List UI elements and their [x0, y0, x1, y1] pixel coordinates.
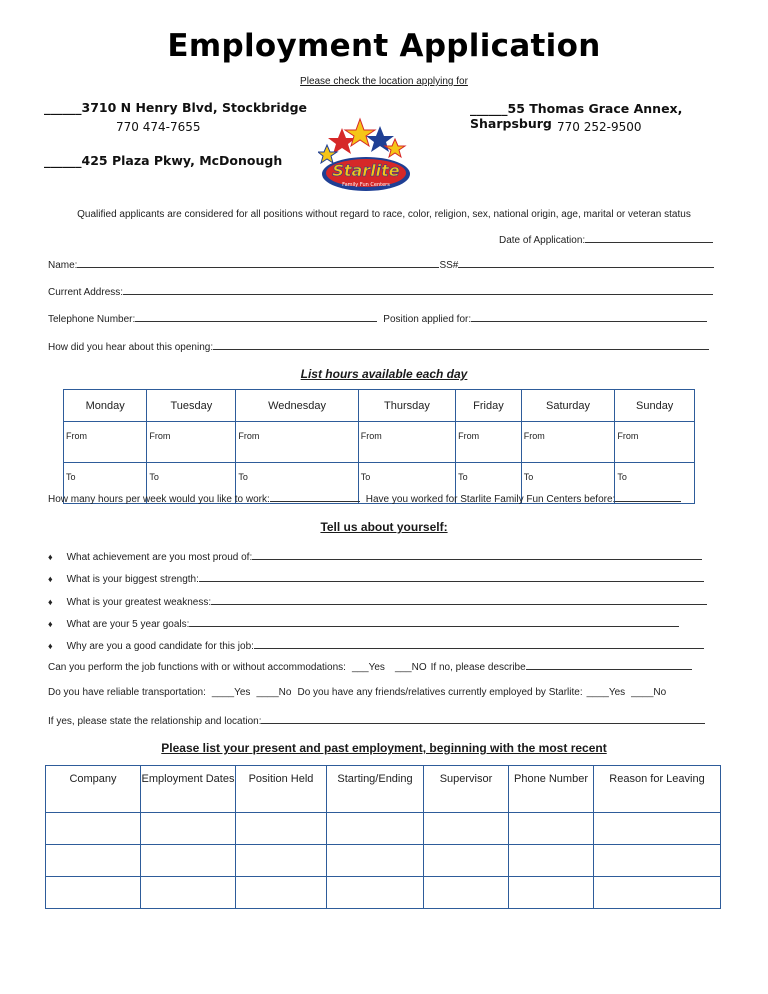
telephone-label: Telephone Number:: [48, 314, 136, 325]
table-cell[interactable]: [46, 845, 141, 877]
employment-header-row: [46, 766, 721, 813]
day-thursday: Thursday: [358, 390, 455, 422]
ssn-label: SS#: [439, 260, 459, 271]
telephone-field[interactable]: [48, 312, 707, 325]
transport-yes[interactable]: ____Yes: [211, 687, 251, 698]
employment-table: [45, 765, 721, 909]
logo-tagline: Family Fun Centers: [342, 182, 390, 188]
accommodations-describe-label: If no, please describe: [430, 662, 526, 673]
column-header-company: Company: [46, 766, 141, 813]
relationship-label: If yes, please state the relationship and location:: [48, 716, 262, 727]
date-field[interactable]: [499, 233, 713, 246]
table-cell[interactable]: [327, 877, 424, 909]
from-cell[interactable]: From: [521, 422, 615, 463]
question-row[interactable]: [48, 617, 679, 630]
diamond-bullet-icon: ♦: [48, 619, 53, 629]
location-stockbridge[interactable]: [44, 100, 307, 115]
question-label: What is your biggest strength:: [66, 574, 199, 585]
question-row[interactable]: [48, 595, 707, 608]
friends-yes[interactable]: ____Yes: [586, 687, 626, 698]
hours-per-week-label: How many hours per week would you like to work:: [48, 494, 270, 505]
worked-before-label: Have you worked for Starlite Family Fun Centers before:: [365, 494, 616, 505]
to-cell[interactable]: To: [147, 463, 236, 504]
day-monday: Monday: [64, 390, 147, 422]
hear-field[interactable]: [48, 340, 709, 353]
to-cell[interactable]: To: [456, 463, 522, 504]
location-blank: ______: [44, 100, 82, 115]
relationship-field[interactable]: [48, 714, 705, 727]
location-name: 3710 N Henry Blvd, Stockbridge: [81, 100, 308, 115]
table-cell[interactable]: [594, 813, 721, 845]
position-label: Position applied for:: [383, 314, 472, 325]
question-label: What are your 5 year goals:: [66, 619, 190, 630]
to-cell[interactable]: To: [521, 463, 615, 504]
eeo-disclaimer: Qualified applicants are considered for all positions without regard to race, color, religion, sex, national origin, age, marital or veteran status: [77, 209, 691, 220]
transport-row[interactable]: [48, 687, 666, 698]
name-field[interactable]: [48, 258, 714, 271]
worked-before-input[interactable]: [615, 492, 681, 502]
hours-from-row: [64, 422, 695, 463]
day-saturday: Saturday: [521, 390, 615, 422]
table-cell[interactable]: [424, 813, 509, 845]
table-cell[interactable]: [594, 845, 721, 877]
day-sunday: Sunday: [615, 390, 695, 422]
question-input[interactable]: [252, 550, 702, 560]
diamond-bullet-icon: ♦: [48, 597, 53, 607]
hours-per-week-input[interactable]: [270, 492, 360, 502]
friends-label: Do you have any friends/relatives currently employed by Starlite:: [297, 687, 583, 698]
question-label: Why are you a good candidate for this job:: [66, 641, 254, 652]
from-cell[interactable]: From: [236, 422, 358, 463]
day-tuesday: Tuesday: [147, 390, 236, 422]
table-cell[interactable]: [141, 813, 236, 845]
from-cell[interactable]: From: [147, 422, 236, 463]
name-label: Name:: [48, 260, 78, 271]
location-blank: ______: [470, 101, 508, 116]
table-cell[interactable]: [594, 877, 721, 909]
hear-label: How did you hear about this opening:: [48, 342, 214, 353]
accommodations-row[interactable]: [48, 660, 692, 673]
location-prompt: Please check the location applying for: [300, 76, 468, 87]
from-cell[interactable]: From: [64, 422, 147, 463]
table-cell[interactable]: [509, 877, 594, 909]
location-name: 425 Plaza Pkwy, McDonough: [81, 153, 283, 168]
location-phone: 770 474-7655: [116, 120, 201, 134]
question-label: What is your greatest weakness:: [66, 597, 212, 608]
location-name: 55 Thomas Grace Annex, Sharpsburg: [470, 101, 683, 131]
accommodations-no[interactable]: ___NO: [394, 662, 427, 673]
date-input[interactable]: [585, 233, 713, 243]
hours-section-title: List hours available each day: [300, 367, 468, 381]
address-input[interactable]: [123, 285, 713, 295]
table-cell[interactable]: [46, 877, 141, 909]
question-input[interactable]: [211, 595, 707, 605]
transport-label: Do you have reliable transportation:: [48, 687, 206, 698]
table-cell[interactable]: [424, 877, 509, 909]
accommodations-label: Can you perform the job functions with or without accommodations:: [48, 662, 346, 673]
table-row: [46, 813, 721, 845]
address-label: Current Address:: [48, 287, 124, 298]
from-cell[interactable]: From: [615, 422, 695, 463]
table-cell[interactable]: [236, 813, 327, 845]
address-field[interactable]: [48, 285, 713, 298]
relationship-input[interactable]: [261, 714, 705, 724]
date-label: Date of Application:: [499, 235, 586, 246]
diamond-bullet-icon: ♦: [48, 641, 53, 651]
column-header-starting-ending: Starting/Ending: [327, 766, 424, 813]
table-cell[interactable]: [327, 845, 424, 877]
table-cell[interactable]: [424, 845, 509, 877]
question-input[interactable]: [199, 572, 704, 582]
column-header-reason: Reason for Leaving: [594, 766, 721, 813]
hours-per-week-field[interactable]: [48, 492, 681, 505]
column-header-phone: Phone Number: [509, 766, 594, 813]
starlite-logo: [318, 116, 414, 200]
accommodations-yes[interactable]: ___Yes: [351, 662, 385, 673]
from-cell[interactable]: From: [358, 422, 455, 463]
question-row[interactable]: [48, 639, 704, 652]
telephone-input[interactable]: [135, 312, 377, 322]
question-input[interactable]: [189, 617, 679, 627]
employment-section-title: Please list your present and past employment, beginning with the most recent: [161, 741, 607, 755]
table-cell[interactable]: [141, 845, 236, 877]
location-blank: ______: [44, 153, 82, 168]
question-label: What achievement are you most proud of:: [66, 552, 253, 563]
column-header-dates: Employment Dates: [141, 766, 236, 813]
day-wednesday: Wednesday: [236, 390, 358, 422]
hours-table: [63, 389, 695, 504]
friends-no[interactable]: ____No: [631, 687, 667, 698]
column-header-position: Position Held: [236, 766, 327, 813]
accommodations-describe-input[interactable]: [526, 660, 692, 670]
to-cell[interactable]: To: [358, 463, 455, 504]
table-cell[interactable]: [236, 877, 327, 909]
location-mcdonough[interactable]: [44, 153, 282, 168]
table-cell[interactable]: [509, 845, 594, 877]
location-phone: 770 252-9500: [557, 120, 642, 134]
table-row: [46, 877, 721, 909]
hear-input[interactable]: [213, 340, 709, 350]
diamond-bullet-icon: ♦: [48, 552, 53, 562]
ssn-input[interactable]: [458, 258, 714, 268]
table-cell[interactable]: [327, 813, 424, 845]
name-input[interactable]: [77, 258, 439, 268]
question-input[interactable]: [254, 639, 704, 649]
logo-wordmark: Starlite: [332, 161, 400, 180]
table-cell[interactable]: [509, 813, 594, 845]
table-cell[interactable]: [141, 877, 236, 909]
position-input[interactable]: [471, 312, 707, 322]
to-cell[interactable]: To: [64, 463, 147, 504]
about-section-title: Tell us about yourself:: [320, 520, 448, 534]
hours-day-row: [64, 390, 695, 422]
page-title: Employment Application: [167, 28, 601, 64]
table-cell[interactable]: [46, 813, 141, 845]
question-row[interactable]: [48, 550, 702, 563]
transport-no[interactable]: ____No: [256, 687, 292, 698]
question-row[interactable]: [48, 572, 704, 585]
day-friday: Friday: [456, 390, 522, 422]
to-cell[interactable]: To: [615, 463, 695, 504]
column-header-supervisor: Supervisor: [424, 766, 509, 813]
table-cell[interactable]: [236, 845, 327, 877]
table-row: [46, 845, 721, 877]
to-cell[interactable]: To: [236, 463, 358, 504]
from-cell[interactable]: From: [456, 422, 522, 463]
diamond-bullet-icon: ♦: [48, 574, 53, 584]
